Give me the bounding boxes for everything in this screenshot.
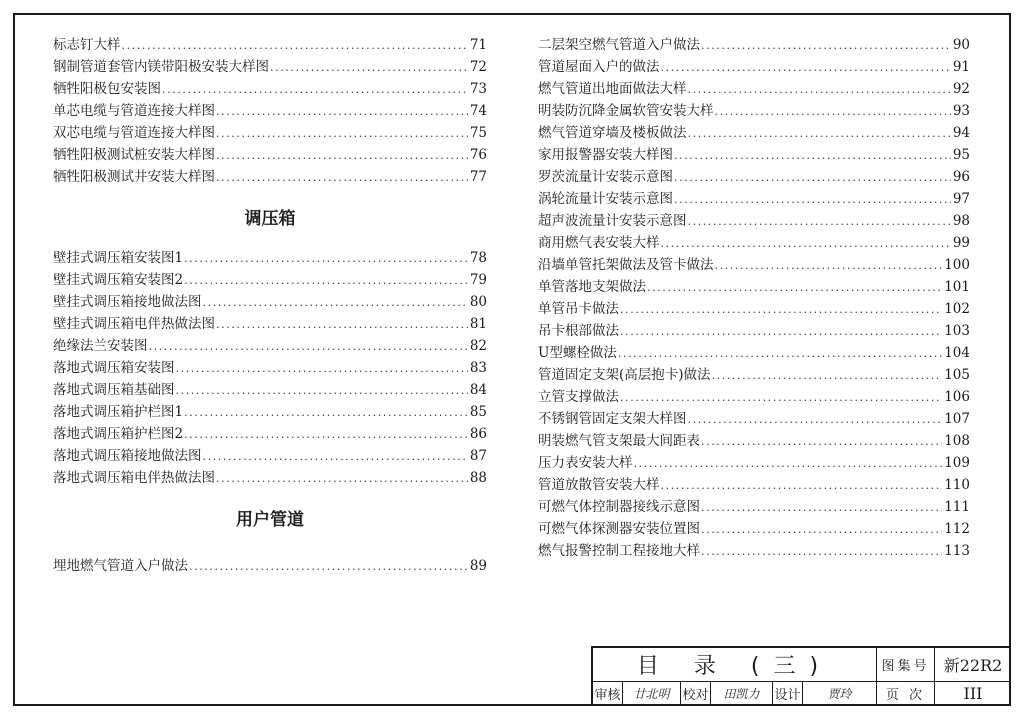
toc-entry xyxy=(53,78,487,100)
toc-entry xyxy=(53,313,487,335)
toc-entry xyxy=(538,452,970,474)
title-block-title: 目 录 (三) xyxy=(593,648,877,681)
toc-entry-title: 牺牲阳极测试井安装大样图 xyxy=(53,169,215,185)
dot-leader xyxy=(203,446,468,467)
dot-leader xyxy=(688,409,943,430)
toc-entry-title: 埋地燃气管道入户做法 xyxy=(53,558,188,574)
toc-entry-page: 88 xyxy=(469,470,487,486)
toc-entry-title: 单管吊卡做法 xyxy=(538,301,619,317)
toc-entry-page: 111 xyxy=(944,499,970,515)
dot-leader xyxy=(203,292,468,313)
toc-entry-page: 104 xyxy=(944,345,970,361)
toc-entry-title: 管道固定支架(高层抱卡)做法 xyxy=(538,367,711,383)
toc-entry xyxy=(53,34,487,56)
dot-leader xyxy=(618,343,942,364)
toc-entry xyxy=(53,467,487,489)
toc-entry-title: 涡轮流量计安装示意图 xyxy=(538,191,673,207)
toc-entry xyxy=(538,364,970,386)
toc-entry xyxy=(53,247,487,269)
toc-entry-page: 105 xyxy=(944,367,970,383)
toc-entry xyxy=(53,335,487,357)
toc-entry-title: 可燃气体控制器接线示意图 xyxy=(538,499,700,515)
toc-entry-page: 85 xyxy=(469,404,487,420)
toc-entry xyxy=(538,518,970,540)
toc-entry-title: 牺牲阳极包安装图 xyxy=(53,81,161,97)
dot-leader xyxy=(688,79,951,100)
toc-entry-title: 壁挂式调压箱安装图1 xyxy=(53,250,184,266)
section-title-pressure-box: 调压箱 xyxy=(244,209,296,229)
toc-entry xyxy=(538,298,970,320)
toc-entry-title: 燃气报警控制工程接地大样 xyxy=(538,543,700,559)
dot-leader xyxy=(661,475,943,496)
toc-entry-page: 80 xyxy=(469,294,487,310)
toc-entry xyxy=(538,100,970,122)
toc-entry-title: 可燃气体探测器安装位置图 xyxy=(538,521,700,537)
toc-entry-title: 落地式调压箱基础图 xyxy=(53,382,175,398)
toc-entry-page: 75 xyxy=(469,125,487,141)
toc-entry xyxy=(538,276,970,298)
toc-entry-page: 84 xyxy=(469,382,487,398)
dot-leader xyxy=(216,145,468,166)
toc-entry-title: U型螺栓做法 xyxy=(538,345,617,361)
dot-leader xyxy=(674,167,951,188)
design-label: 设计 xyxy=(773,681,803,706)
toc-entry xyxy=(53,423,487,445)
dot-leader xyxy=(701,35,951,56)
dot-leader xyxy=(688,123,951,144)
dot-leader xyxy=(661,57,951,78)
toc-entry-page: 110 xyxy=(944,477,970,493)
toc-entry-page: 107 xyxy=(944,411,970,427)
toc-entry-title: 钢制管道套管内镁带阳极安装大样图 xyxy=(53,59,269,75)
toc-entry xyxy=(538,342,970,364)
toc-entry xyxy=(538,232,970,254)
toc-entry-title: 双芯电缆与管道连接大样图 xyxy=(53,125,215,141)
toc-entry-title: 壁挂式调压箱安装图2 xyxy=(53,272,184,288)
toc-entry-page: 109 xyxy=(944,455,970,471)
toc-entry-title: 明装防沉降金属软管安装大样 xyxy=(538,103,714,119)
toc-entry-page: 97 xyxy=(952,191,970,207)
toc-entry-page: 79 xyxy=(469,272,487,288)
dot-leader xyxy=(270,57,468,78)
toc-entry xyxy=(53,144,487,166)
title-block xyxy=(591,646,1011,706)
dot-leader xyxy=(620,387,942,408)
dot-leader xyxy=(712,365,943,386)
dot-leader xyxy=(661,233,951,254)
toc-entry-page: 87 xyxy=(469,448,487,464)
toc-entry-page: 78 xyxy=(469,250,487,266)
toc-entry-page: 89 xyxy=(469,558,487,574)
toc-entry xyxy=(53,291,487,313)
toc-entry-title: 管道放散管安装大样 xyxy=(538,477,660,493)
dot-leader xyxy=(184,424,468,445)
toc-entry-page: 101 xyxy=(944,279,970,295)
atlas-number-label: 图集号 xyxy=(877,648,935,681)
toc-entry-page: 90 xyxy=(952,37,970,53)
dot-leader xyxy=(674,145,951,166)
dot-leader xyxy=(176,358,468,379)
toc-entry-title: 绝缘法兰安装图 xyxy=(53,338,148,354)
toc-entry-title: 家用报警器安装大样图 xyxy=(538,147,673,163)
toc-entry-page: 108 xyxy=(944,433,970,449)
toc-entry xyxy=(53,401,487,423)
toc-entry-page: 100 xyxy=(944,257,970,273)
toc-entry xyxy=(538,408,970,430)
toc-entry-title: 标志钉大样 xyxy=(53,37,121,53)
toc-entry-title: 燃气管道出地面做法大样 xyxy=(538,81,687,97)
dot-leader xyxy=(688,211,951,232)
toc-entry xyxy=(538,386,970,408)
dot-leader xyxy=(176,380,468,401)
dot-leader xyxy=(216,468,468,489)
dot-leader xyxy=(216,123,468,144)
toc-entry-page: 106 xyxy=(944,389,970,405)
toc-entry xyxy=(53,379,487,401)
dot-leader xyxy=(184,270,468,291)
toc-entry-page: 99 xyxy=(952,235,970,251)
section-title-user-piping: 用户管道 xyxy=(236,510,304,530)
toc-entry-page: 94 xyxy=(952,125,970,141)
toc-entry-page: 91 xyxy=(952,59,970,75)
page-label: 页 次 xyxy=(877,681,935,706)
title-block-row-1 xyxy=(593,648,1011,682)
toc-entry-page: 74 xyxy=(469,103,487,119)
toc-entry xyxy=(538,144,970,166)
toc-entry-page: 93 xyxy=(952,103,970,119)
dot-leader xyxy=(634,453,943,474)
toc-entry-title: 单管落地支架做法 xyxy=(538,279,646,295)
toc-entry xyxy=(53,100,487,122)
dot-leader xyxy=(701,541,942,562)
toc-entry-page: 83 xyxy=(469,360,487,376)
toc-entry-page: 113 xyxy=(944,543,970,559)
toc-left-column xyxy=(53,34,487,577)
dot-leader xyxy=(647,277,942,298)
dot-leader xyxy=(162,79,468,100)
dot-leader xyxy=(189,556,468,577)
toc-entry xyxy=(538,430,970,452)
toc-entry xyxy=(538,78,970,100)
review-label: 审核 xyxy=(593,681,623,706)
toc-entry xyxy=(53,122,487,144)
toc-entry-title: 落地式调压箱护栏图1 xyxy=(53,404,184,420)
toc-entry-page: 81 xyxy=(469,316,487,332)
toc-entry-title: 明装燃气管支架最大间距表 xyxy=(538,433,700,449)
toc-entry-page: 77 xyxy=(469,169,487,185)
toc-entry xyxy=(53,166,487,188)
toc-entry-page: 96 xyxy=(952,169,970,185)
toc-entry xyxy=(538,320,970,342)
atlas-number-value: 新22R2 xyxy=(943,656,1003,675)
dot-leader xyxy=(216,167,468,188)
toc-entry-title: 不锈钢管固定支架大样图 xyxy=(538,411,687,427)
dot-leader xyxy=(184,248,468,269)
toc-entry-title: 壁挂式调压箱电伴热做法图 xyxy=(53,316,215,332)
toc-entry-title: 压力表安装大样 xyxy=(538,455,633,471)
toc-entry xyxy=(538,254,970,276)
check-label: 校对 xyxy=(681,681,711,706)
toc-entry-title: 吊卡根部做法 xyxy=(538,323,619,339)
toc-entry xyxy=(538,188,970,210)
toc-entry-title: 牺牲阳极测试桩安装大样图 xyxy=(53,147,215,163)
dot-leader xyxy=(620,321,942,342)
review-signature: 廿北明 xyxy=(623,681,681,706)
toc-entry-page: 92 xyxy=(952,81,970,97)
toc-entry-title: 二层架空燃气管道入户做法 xyxy=(538,37,700,53)
dot-leader xyxy=(701,431,942,452)
toc-entry-page: 86 xyxy=(469,426,487,442)
toc-entry xyxy=(538,210,970,232)
toc-entry xyxy=(53,445,487,467)
toc-entry xyxy=(538,474,970,496)
dot-leader xyxy=(184,402,468,423)
check-signature: 田凯力 xyxy=(711,681,773,706)
toc-right-column xyxy=(538,34,970,562)
dot-leader xyxy=(216,314,468,335)
toc-entry xyxy=(538,496,970,518)
dot-leader xyxy=(620,299,942,320)
toc-entry-page: 103 xyxy=(944,323,970,339)
dot-leader xyxy=(701,519,942,540)
toc-entry-page: 112 xyxy=(944,521,970,537)
toc-entry-page: 98 xyxy=(952,213,970,229)
toc-entry-page: 95 xyxy=(952,147,970,163)
toc-entry xyxy=(538,34,970,56)
dot-leader xyxy=(715,255,943,276)
toc-entry-title: 燃气管道穿墙及楼板做法 xyxy=(538,125,687,141)
toc-entry-title: 沿墙单管托架做法及管卡做法 xyxy=(538,257,714,273)
toc-entry-title: 立管支撑做法 xyxy=(538,389,619,405)
toc-entry-title: 落地式调压箱安装图 xyxy=(53,360,175,376)
toc-entry-page: 102 xyxy=(944,301,970,317)
title-block-row-2 xyxy=(593,681,1011,706)
dot-leader xyxy=(674,189,951,210)
toc-entry xyxy=(53,269,487,291)
toc-entry xyxy=(538,56,970,78)
toc-entry xyxy=(538,166,970,188)
dot-leader xyxy=(122,35,468,56)
toc-entry xyxy=(538,540,970,562)
toc-entry xyxy=(53,357,487,379)
toc-entry xyxy=(53,56,487,78)
design-signature: 贾玲 xyxy=(803,681,877,706)
toc-entry-page: 71 xyxy=(469,37,487,53)
toc-entry-page: 73 xyxy=(469,81,487,97)
toc-entry-title: 落地式调压箱电伴热做法图 xyxy=(53,470,215,486)
toc-entry xyxy=(53,555,487,577)
toc-entry-title: 超声波流量计安装示意图 xyxy=(538,213,687,229)
toc-entry-title: 商用燃气表安装大样 xyxy=(538,235,660,251)
toc-entry-title: 落地式调压箱护栏图2 xyxy=(53,426,184,442)
dot-leader xyxy=(149,336,468,357)
toc-entry-title: 管道屋面入户的做法 xyxy=(538,59,660,75)
dot-leader xyxy=(701,497,942,518)
toc-entry xyxy=(538,122,970,144)
toc-entry-title: 单芯电缆与管道连接大样图 xyxy=(53,103,215,119)
toc-entry-page: 76 xyxy=(469,147,487,163)
dot-leader xyxy=(715,101,951,122)
page-value: III xyxy=(963,684,983,703)
toc-entry-title: 罗茨流量计安装示意图 xyxy=(538,169,673,185)
toc-entry-page: 72 xyxy=(469,59,487,75)
toc-entry-page: 82 xyxy=(469,338,487,354)
toc-entry-title: 落地式调压箱接地做法图 xyxy=(53,448,202,464)
toc-entry-title: 壁挂式调压箱接地做法图 xyxy=(53,294,202,310)
dot-leader xyxy=(216,101,468,122)
